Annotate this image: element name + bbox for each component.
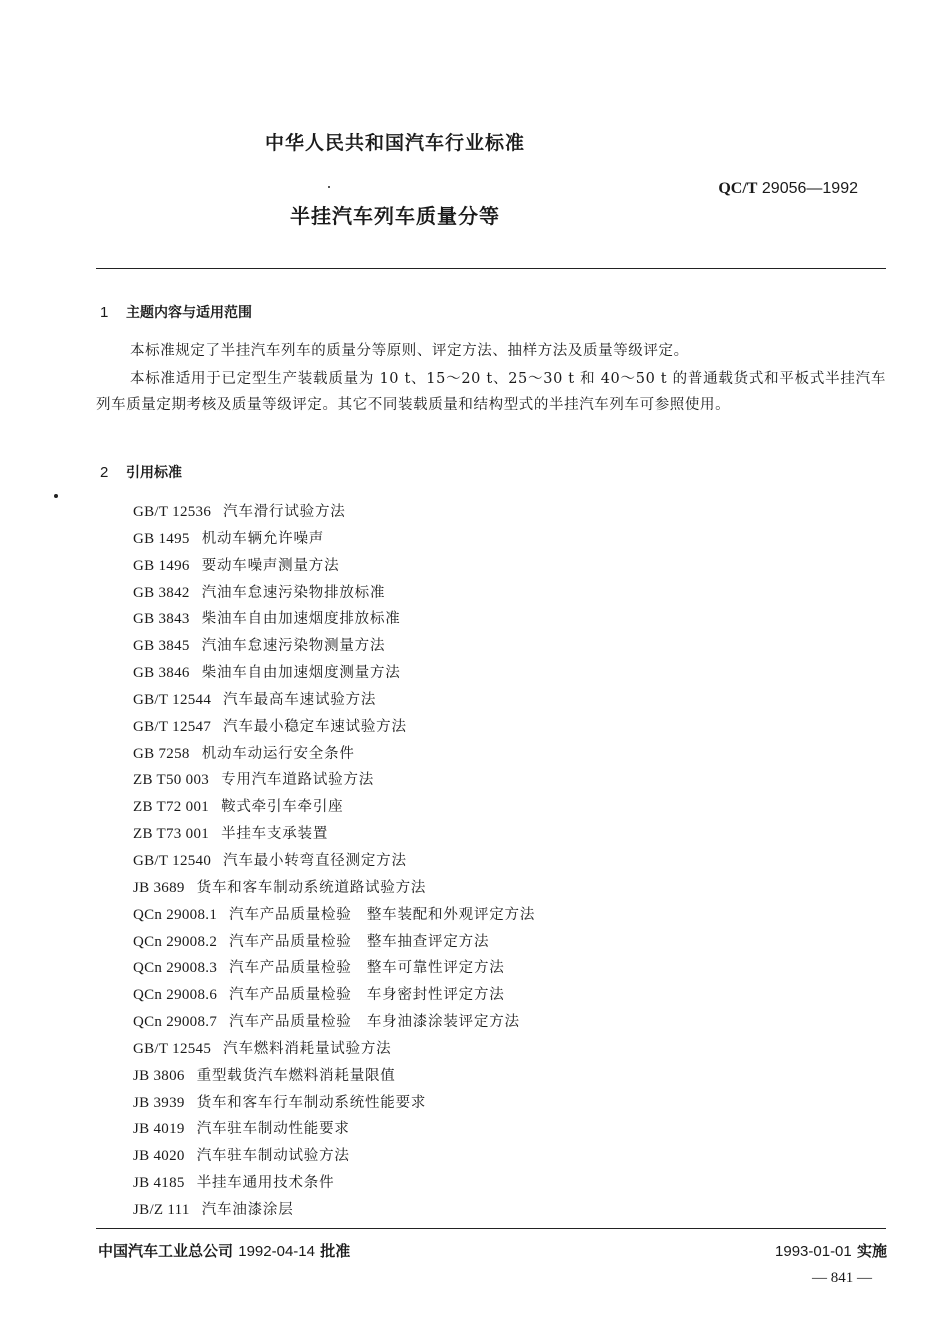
reference-item	[133, 848, 535, 875]
reference-list	[133, 499, 535, 1224]
reference-title: 汽车产品质量检验 车身密封性评定方法	[229, 987, 505, 1004]
reference-code: QCn 29008.7	[133, 1014, 218, 1031]
reference-item	[133, 1090, 535, 1117]
reference-code: JB 3806	[133, 1067, 185, 1084]
footer-divider	[96, 1228, 886, 1229]
standard-code	[718, 180, 858, 198]
reference-item	[133, 714, 535, 741]
reference-title: 货车和客车制动系统道路试验方法	[196, 879, 427, 896]
scan-speck	[54, 494, 58, 498]
reference-code: JB 3689	[133, 879, 185, 896]
reference-title: 汽车产品质量检验 整车抽查评定方法	[229, 933, 490, 950]
reference-code: GB/T 12547	[133, 718, 212, 735]
reference-code: GB 1495	[133, 530, 190, 547]
document-title: 半挂汽车列车质量分等	[290, 204, 500, 228]
section-2-heading	[100, 462, 182, 482]
section-1-number: 1	[100, 304, 109, 321]
reference-item	[133, 526, 535, 553]
reference-item	[133, 794, 535, 821]
reference-title: 柴油车自由加速烟度测量方法	[201, 665, 401, 682]
section-1-title: 主题内容与适用范围	[126, 305, 252, 321]
reference-code: GB 1496	[133, 557, 190, 574]
approval-info	[98, 1240, 350, 1261]
reference-title: 汽车燃料消耗量试验方法	[223, 1040, 392, 1057]
reference-code: ZB T50 003	[133, 772, 210, 789]
reference-item	[133, 1197, 535, 1224]
reference-title: 汽车产品质量检验 车身油漆涂装评定方法	[229, 1014, 520, 1031]
reference-code: JB 4019	[133, 1121, 185, 1138]
effective-date: 1993-01-01	[775, 1243, 852, 1260]
reference-code: ZB T73 001	[133, 826, 210, 843]
reference-item	[133, 606, 535, 633]
reference-item	[133, 902, 535, 929]
section-1-paragraph-2: 本标准适用于已定型生产装载质量为 10 t、15～20 t、25～30 t 和 40～50 t 的普通载货式和平板式半挂汽车列车质量定期考核及质量等级评定。其它不同装载质量和结构型式的半挂汽车列车可参照使用。	[96, 371, 886, 413]
reference-code: GB 3845	[133, 638, 190, 655]
reference-item	[133, 553, 535, 580]
reference-title: 货车和客车行车制动系统性能要求	[196, 1094, 427, 1111]
reference-title: 汽车驻车制动试验方法	[196, 1148, 350, 1165]
reference-code: QCn 29008.1	[133, 906, 218, 923]
reference-item	[133, 580, 535, 607]
reference-title: 汽车滑行试验方法	[223, 504, 346, 520]
reference-item	[133, 1170, 535, 1197]
reference-code: JB/Z 111	[133, 1201, 190, 1218]
reference-title: 汽车驻车制动性能要求	[196, 1121, 350, 1138]
reference-item	[133, 633, 535, 660]
reference-item	[133, 741, 535, 768]
reference-code: GB 3842	[133, 584, 190, 601]
section-2-title: 引用标准	[126, 465, 182, 481]
effective-label: 实施	[856, 1242, 887, 1260]
reference-code: GB/T 12544	[133, 691, 212, 708]
reference-code: GB/T 12540	[133, 852, 212, 869]
reference-item	[133, 1009, 535, 1036]
reference-item	[133, 982, 535, 1009]
reference-item	[133, 660, 535, 687]
reference-item	[133, 929, 535, 956]
reference-title: 专用汽车道路试验方法	[221, 772, 375, 789]
approve-label: 批准	[320, 1242, 351, 1260]
reference-code: JB 4020	[133, 1148, 185, 1165]
section-1-paragraph-1: 本标准规定了半挂汽车列车的质量分等原则、评定方法、抽样方法及质量等级评定。	[130, 343, 689, 359]
standard-category-title: 中华人民共和国汽车行业标准	[264, 132, 525, 154]
reference-code: JB 3939	[133, 1094, 185, 1111]
scan-speck	[328, 186, 330, 188]
reference-title: 汽车最小稳定车速试验方法	[223, 718, 407, 735]
reference-code: JB 4185	[133, 1175, 185, 1192]
reference-code: GB/T 12536	[133, 504, 212, 520]
standard-code-number: 29056—1992	[761, 180, 858, 197]
reference-item	[133, 1063, 535, 1090]
reference-item	[133, 687, 535, 714]
section-1-heading	[100, 302, 252, 322]
reference-item	[133, 1036, 535, 1063]
reference-title: 鞍式牵引车牵引座	[221, 799, 344, 816]
reference-title: 重型载货汽车燃料消耗量限值	[196, 1067, 396, 1084]
reference-code: QCn 29008.6	[133, 987, 218, 1004]
reference-title: 汽油车怠速污染物测量方法	[201, 638, 386, 655]
approve-date: 1992-04-14	[238, 1243, 315, 1260]
reference-title: 机动车动运行安全条件	[201, 745, 355, 762]
standard-code-prefix: QC/T	[718, 180, 758, 197]
reference-code: QCn 29008.3	[133, 960, 218, 977]
issuer-name: 中国汽车工业总公司	[98, 1242, 234, 1260]
reference-item	[133, 1143, 535, 1170]
effective-info	[775, 1240, 887, 1261]
reference-title: 半挂车支承装置	[221, 826, 329, 843]
reference-code: QCn 29008.2	[133, 933, 218, 950]
reference-title: 柴油车自由加速烟度排放标准	[201, 611, 401, 628]
reference-title: 半挂车通用技术条件	[196, 1175, 335, 1192]
reference-title: 汽车油漆涂层	[201, 1201, 294, 1218]
reference-title: 汽车产品质量检验 整车可靠性评定方法	[229, 960, 505, 977]
reference-item	[133, 499, 535, 526]
reference-code: GB 3846	[133, 665, 190, 682]
reference-code: GB 7258	[133, 745, 190, 762]
reference-title: 汽车最小转弯直径测定方法	[223, 852, 407, 869]
reference-title: 汽油车怠速污染物排放标准	[201, 584, 386, 601]
reference-code: ZB T72 001	[133, 799, 210, 816]
page-number: — 841 —	[812, 1270, 872, 1286]
section-2-number: 2	[100, 464, 109, 481]
reference-title: 汽车最高车速试验方法	[223, 691, 377, 708]
reference-title: 机动车辆允许噪声	[201, 530, 325, 547]
reference-title: 汽车产品质量检验 整车装配和外观评定方法	[229, 906, 536, 923]
reference-code: GB 3843	[133, 611, 190, 628]
reference-title: 要动车噪声测量方法	[201, 557, 340, 574]
reference-code: GB/T 12545	[133, 1040, 212, 1057]
reference-item	[133, 767, 535, 794]
reference-item	[133, 821, 535, 848]
reference-item	[133, 1116, 535, 1143]
reference-item	[133, 955, 535, 982]
header-divider	[96, 268, 886, 269]
reference-item	[133, 875, 535, 902]
